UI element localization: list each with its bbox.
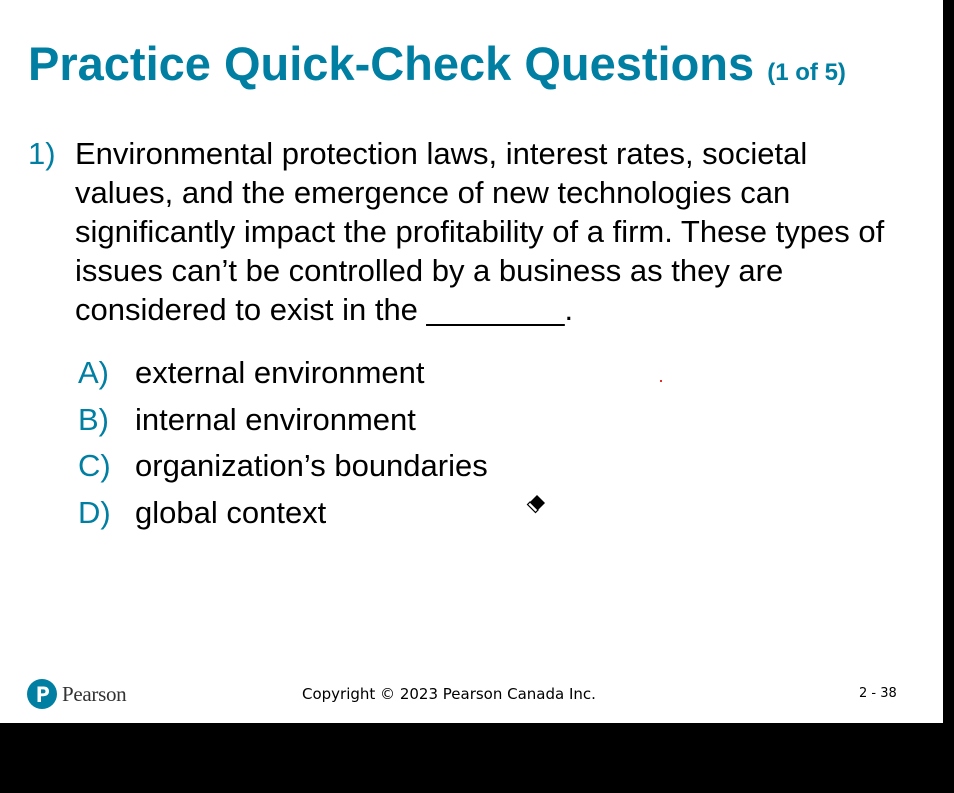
option-d [78,490,488,537]
option-text: organization’s boundaries [135,448,488,483]
slide-title [28,36,846,101]
pearson-logo-icon [27,679,57,709]
slide-page-number: 2 - 38 [859,686,897,701]
option-letter: C) [78,448,111,483]
option-letter: D) [78,494,111,530]
answer-options [78,350,488,536]
eraser-cursor-icon [526,492,550,516]
slide-title-text: Practice Quick-Check Questions [28,37,755,90]
option-text: external environment [135,355,425,390]
pearson-wordmark: Pearson [62,681,127,706]
option-letter: A) [78,355,109,390]
option-text: global context [135,494,327,530]
copyright-notice: Copyright © 2023 Pearson Canada Inc. [302,685,596,703]
option-letter: B) [78,401,109,437]
option-text: internal environment [135,401,416,437]
pearson-logo [27,678,126,710]
question-text: Environmental protection laws, interest rates, societal values, and the emergence of new technologies can significantly impact the profitability of a firm. These types of issues can’t be controlled by a business as they are considered to exist in the ________. [75,136,885,327]
question-number: 1) [28,136,56,171]
option-c [78,443,488,490]
slide-title-counter: (1 of 5) [767,59,846,86]
option-b [78,397,488,444]
option-a [78,350,488,397]
annotation-ink-dot [660,380,662,382]
